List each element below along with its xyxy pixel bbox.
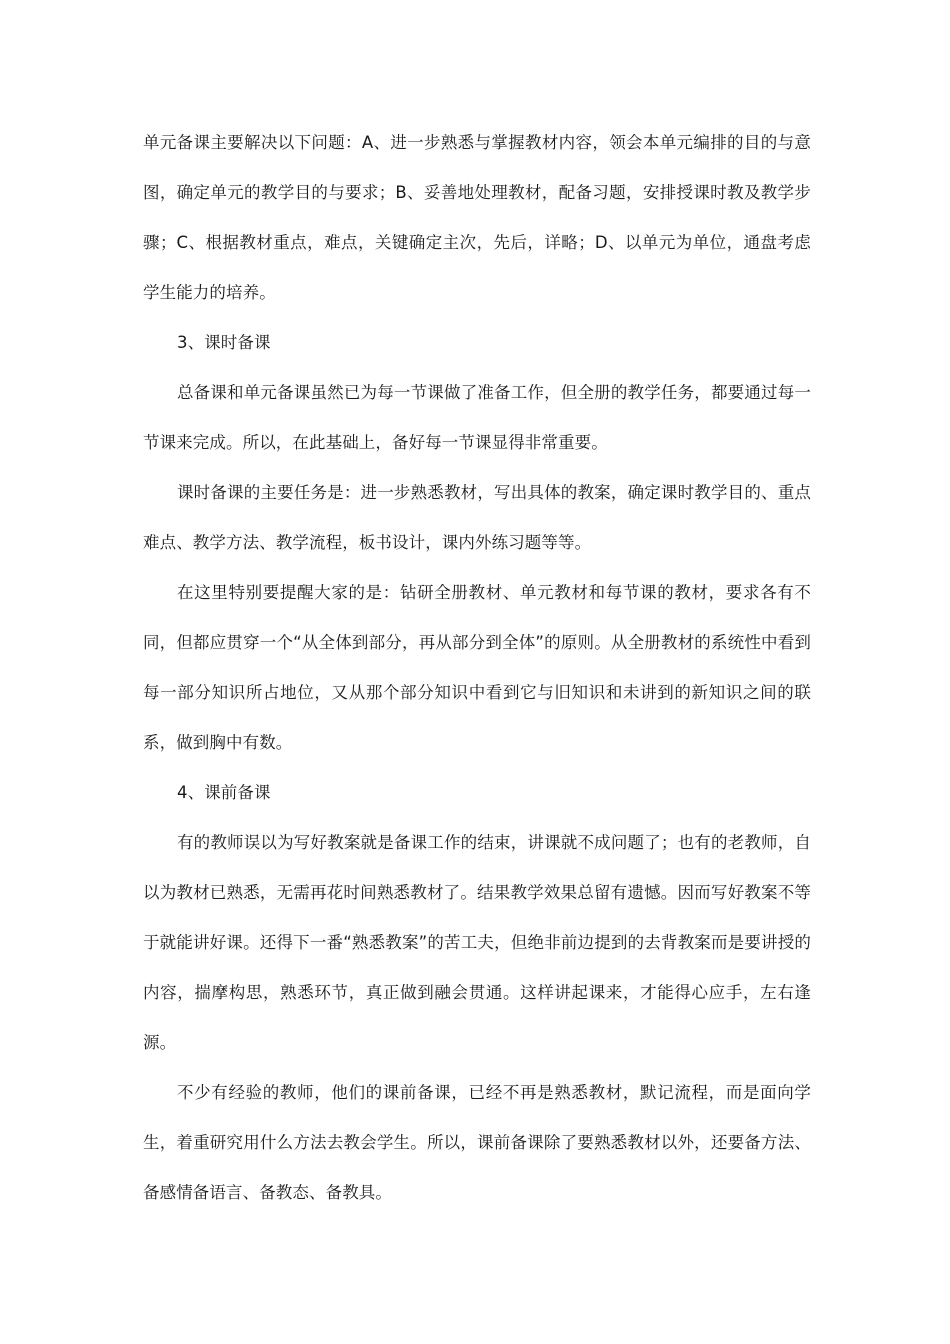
paragraph-whole-to-part-principle: 在这里特别要提醒大家的是：钻研全册教材、单元教材和每节课的教材，要求各有不同，但都应贯穿一个“从全体到部分，再从部分到全体”的原则。从全册教材的系统性中看到每一部分知识所占地位，又从那个部分知识中看到它与旧知识和未讲到的新知识之间的联系，做到胸中有数。: [143, 583, 811, 752]
paragraph-unit-lesson-prep: 单元备课主要解决以下问题：A、进一步熟悉与掌握教材内容，领会本单元编排的目的与意图，确定单元的教学目的与要求；B、妥善地处理教材，配备习题，安排授课时教及教学步骤；C、根据教材重点，难点，关键确定主次，先后，详略；D、以单元为单位，通盘考虑学生能力的培养。: [143, 133, 811, 302]
heading-pre-class-prep: 4、课前备课: [177, 783, 271, 802]
document-body: [143, 118, 811, 1218]
paragraph-familiarize-lesson-plan: 有的教师误以为写好教案就是备课工作的结束，讲课就不成问题了；也有的老教师，自以为教材已熟悉，无需再花时间熟悉教材了。结果教学效果总留有遗憾。因而写好教案不等于就能讲好课。还得下一番“熟悉教案”的苦工夫，但绝非前边提到的去背教案而是要讲授的内容，揣摩构思，熟悉环节，真正做到融会贯通。这样讲起课来，才能得心应手，左右逢源。: [143, 833, 811, 1052]
paragraph-experienced-teachers: 不少有经验的教师，他们的课前备课，已经不再是熟悉教材，默记流程，而是面向学生，着重研究用什么方法去教会学生。所以，课前备课除了要熟悉教材以外，还要备方法、备感情备语言、备教态、备教具。: [143, 1083, 811, 1202]
paragraph-period-lesson-intro: 总备课和单元备课虽然已为每一节课做了准备工作，但全册的教学任务，都要通过每一节课来完成。所以，在此基础上，备好每一节课显得非常重要。: [143, 383, 811, 452]
heading-period-lesson-prep: 3、课时备课: [177, 333, 271, 352]
paragraph-period-lesson-tasks: 课时备课的主要任务是：进一步熟悉教材，写出具体的教案，确定课时教学目的、重点难点、教学方法、教学流程，板书设计，课内外练习题等等。: [143, 483, 811, 552]
